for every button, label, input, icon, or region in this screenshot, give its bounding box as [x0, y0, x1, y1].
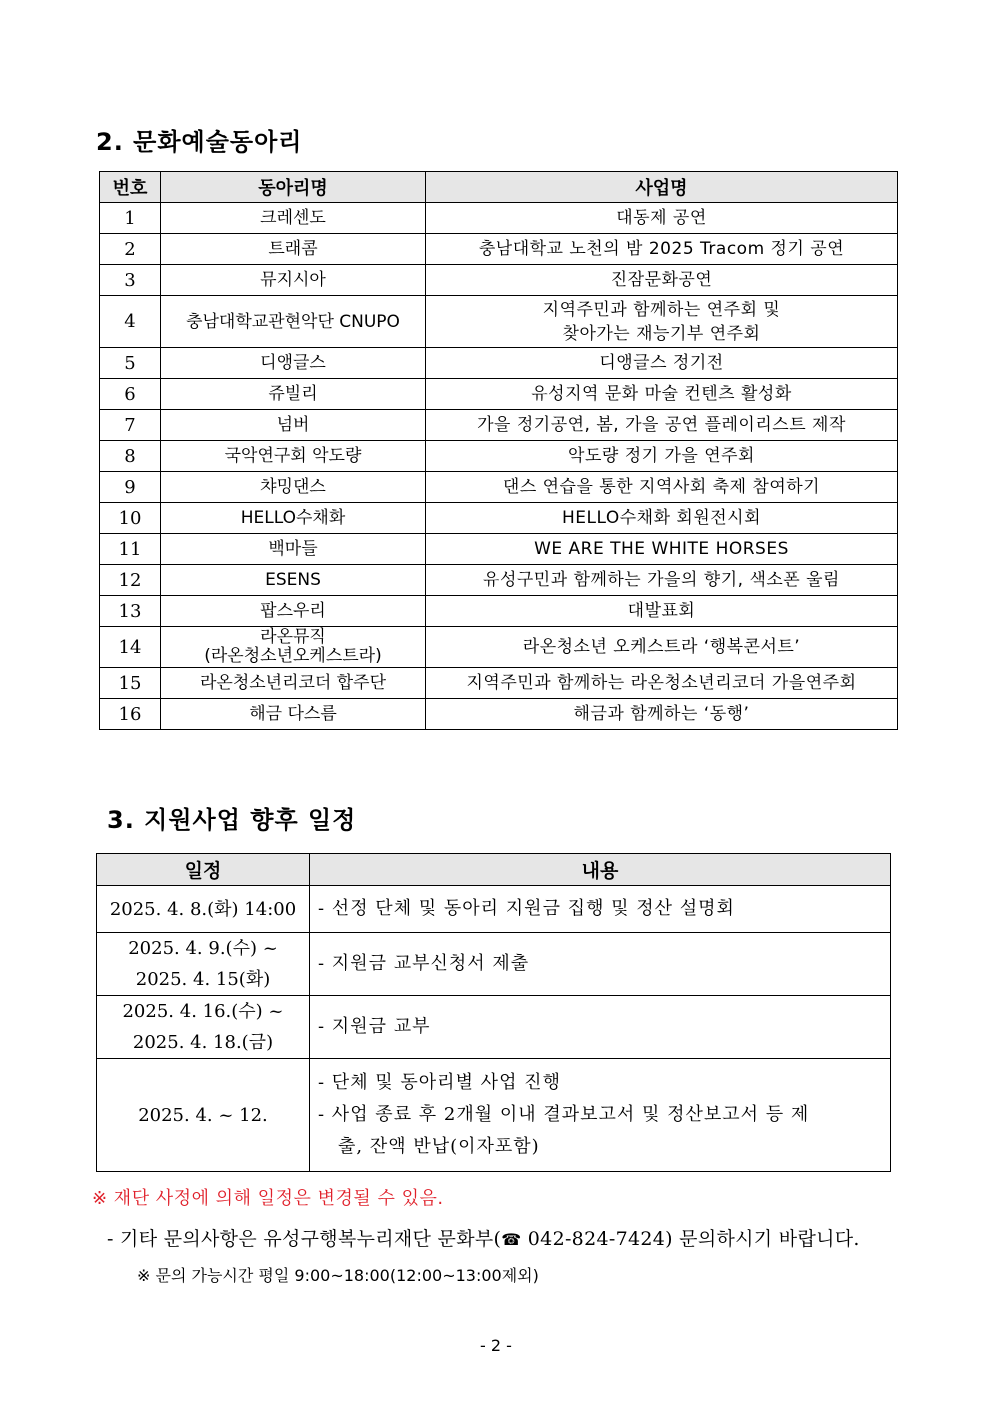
- table-row: [97, 886, 891, 933]
- schedule-date-line: 2025. 4. 18.(금): [132, 1032, 274, 1053]
- project-name-line: 찾아가는 재능기부 연주회: [562, 323, 761, 344]
- header-content: 내용: [310, 854, 891, 886]
- schedule-date-line: 2025. 4. 9.(수) ~: [128, 938, 278, 959]
- club-name: 쥬빌리: [161, 379, 426, 410]
- schedule-content-line: - 사업 종료 후 2개월 이내 결과보고서 및 정산보고서 등 제: [318, 1104, 810, 1125]
- table-row: [100, 503, 898, 534]
- table-row: [100, 296, 898, 348]
- club-table-header: [100, 172, 898, 203]
- row-number: 9: [100, 472, 161, 503]
- contact-prefix: - 기타 문의사항은 유성구행복누리재단 문화부(: [107, 1228, 502, 1250]
- page-number: - 2 -: [480, 1336, 512, 1355]
- project-name: 악도량 정기 가을 연주회: [426, 441, 898, 472]
- project-name: 댄스 연습을 통한 지역사회 축제 참여하기: [426, 472, 898, 503]
- table-row: [100, 668, 898, 699]
- row-number: 2: [100, 234, 161, 265]
- project-name: [426, 296, 898, 348]
- table-row: [100, 203, 898, 234]
- project-name: 지역주민과 함께하는 라온청소년리코더 가을연주회: [426, 668, 898, 699]
- row-number: 7: [100, 410, 161, 441]
- section-2-title: 2. 문화예술동아리: [96, 128, 303, 156]
- club-name: HELLO수채화: [161, 503, 426, 534]
- row-number: 8: [100, 441, 161, 472]
- phone-icon: ☎: [501, 1230, 522, 1249]
- row-number: 10: [100, 503, 161, 534]
- table-row: [100, 699, 898, 730]
- club-name: 국악연구회 악도량: [161, 441, 426, 472]
- club-name: 해금 다스름: [161, 699, 426, 730]
- project-name: 해금과 함께하는 ‘동행’: [426, 699, 898, 730]
- project-name: 가을 정기공연, 봄, 가을 공연 플레이리스트 제작: [426, 410, 898, 441]
- club-name: ESENS: [161, 565, 426, 596]
- table-row: [100, 565, 898, 596]
- table-row: [100, 441, 898, 472]
- project-name: HELLO수채화 회원전시회: [426, 503, 898, 534]
- schedule-change-notice: ※ 재단 사정에 의해 일정은 변경될 수 있음.: [92, 1188, 444, 1209]
- header-number: 번호: [100, 172, 161, 203]
- project-name-line: 지역주민과 함께하는 연주회 및: [542, 299, 781, 320]
- club-name: [161, 627, 426, 668]
- table-row: [100, 627, 898, 668]
- project-name: WE ARE THE WHITE HORSES: [426, 534, 898, 565]
- schedule-content: [310, 1059, 891, 1172]
- row-number: 15: [100, 668, 161, 699]
- project-name: 유성지역 문화 마술 컨텐츠 활성화: [426, 379, 898, 410]
- project-name: 대발표회: [426, 596, 898, 627]
- header-schedule: 일정: [97, 854, 310, 886]
- club-name: 디앵글스: [161, 348, 426, 379]
- schedule-date-line: 2025. 4. 15(화): [135, 969, 271, 990]
- inquiry-hours: ※ 문의 가능시간 평일 9:00~18:00(12:00~13:00제외): [137, 1266, 539, 1285]
- row-number: 13: [100, 596, 161, 627]
- table-row: [100, 472, 898, 503]
- contact-suffix: 문의하시기 바랍니다.: [672, 1228, 860, 1250]
- table-row: [100, 534, 898, 565]
- schedule-content: - 지원금 교부신청서 제출: [310, 933, 891, 996]
- schedule-table-header: [97, 854, 891, 886]
- table-row: [100, 348, 898, 379]
- table-row: [97, 996, 891, 1059]
- contact-phone: 042-824-7424): [521, 1228, 673, 1250]
- row-number: 5: [100, 348, 161, 379]
- schedule-content: - 선정 단체 및 동아리 지원금 집행 및 정산 설명회: [310, 886, 891, 933]
- row-number: 11: [100, 534, 161, 565]
- club-name: 라온청소년리코더 합주단: [161, 668, 426, 699]
- row-number: 6: [100, 379, 161, 410]
- row-number: 12: [100, 565, 161, 596]
- row-number: 1: [100, 203, 161, 234]
- table-row: [97, 1059, 891, 1172]
- club-name: 백마들: [161, 534, 426, 565]
- club-name: 뮤지시아: [161, 265, 426, 296]
- project-name: 라온청소년 오케스트라 ‘행복콘서트’: [426, 627, 898, 668]
- club-name: 넘버: [161, 410, 426, 441]
- table-row: [100, 234, 898, 265]
- contact-notice: [107, 1224, 860, 1251]
- table-row: [100, 596, 898, 627]
- project-name: 진잠문화공연: [426, 265, 898, 296]
- club-name: 챠밍댄스: [161, 472, 426, 503]
- club-table: [99, 171, 898, 730]
- row-number: 4: [100, 296, 161, 348]
- table-row: [97, 933, 891, 996]
- table-row: [100, 265, 898, 296]
- club-name-line: 라온뮤직: [260, 627, 326, 647]
- schedule-date: 2025. 4. 8.(화) 14:00: [97, 886, 310, 933]
- schedule-date-line: 2025. 4. 16.(수) ~: [122, 1001, 284, 1022]
- schedule-content: - 지원금 교부: [310, 996, 891, 1059]
- schedule-date: 2025. 4. ~ 12.: [97, 1059, 310, 1172]
- club-name: 트래콤: [161, 234, 426, 265]
- schedule-content-line: 출, 잔액 반납(이자포함): [338, 1136, 540, 1157]
- table-row: [100, 379, 898, 410]
- header-club-name: 동아리명: [161, 172, 426, 203]
- header-project-name: 사업명: [426, 172, 898, 203]
- row-number: 14: [100, 627, 161, 668]
- row-number: 3: [100, 265, 161, 296]
- club-name: 충남대학교관현악단 CNUPO: [161, 296, 426, 348]
- club-name-line: (라온청소년오케스트라): [204, 646, 382, 666]
- project-name: 대동제 공연: [426, 203, 898, 234]
- section-3-title: 3. 지원사업 향후 일정: [107, 806, 357, 834]
- table-row: [100, 410, 898, 441]
- schedule-date: [97, 933, 310, 996]
- club-name: 크레센도: [161, 203, 426, 234]
- club-name: 팝스우리: [161, 596, 426, 627]
- project-name: 디앵글스 정기전: [426, 348, 898, 379]
- row-number: 16: [100, 699, 161, 730]
- project-name: 유성구민과 함께하는 가을의 향기, 색소폰 울림: [426, 565, 898, 596]
- schedule-table: [96, 853, 891, 1172]
- schedule-content-line: - 단체 및 동아리별 사업 진행: [318, 1072, 561, 1093]
- schedule-date: [97, 996, 310, 1059]
- project-name: 충남대학교 노천의 밤 2025 Tracom 정기 공연: [426, 234, 898, 265]
